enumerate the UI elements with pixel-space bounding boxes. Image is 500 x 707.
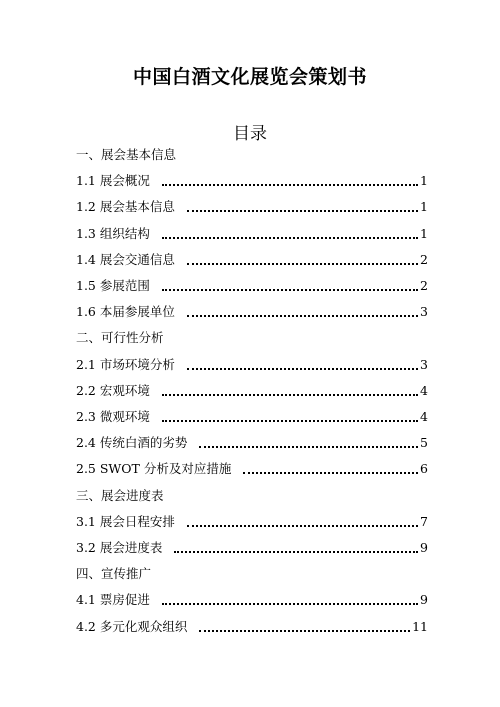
toc-section <box>76 146 376 164</box>
toc-label: 2.5 SWOT 分析及对应措施 <box>76 461 232 476</box>
toc-heading: 目录 <box>233 124 267 144</box>
dot-leader <box>187 312 418 317</box>
toc-entry[interactable] <box>76 618 428 636</box>
dot-leader <box>199 627 410 632</box>
dot-leader <box>162 391 418 396</box>
toc-entry[interactable] <box>76 382 428 400</box>
toc-label: 2.1 市场环境分析 <box>76 357 175 372</box>
dot-leader <box>187 365 418 370</box>
toc-section <box>76 565 376 583</box>
toc-label: 二、可行性分析 <box>76 330 164 345</box>
toc-page-number: 9 <box>420 540 428 555</box>
toc-page-number: 5 <box>420 435 428 450</box>
toc-label: 1.2 展会基本信息 <box>76 199 175 214</box>
dot-leader <box>162 600 418 605</box>
toc-label: 一、展会基本信息 <box>76 147 177 162</box>
toc-page-number: 2 <box>420 252 428 267</box>
toc-page-number: 1 <box>420 199 428 214</box>
dot-leader <box>162 417 418 422</box>
toc-label: 1.5 参展范围 <box>76 278 150 293</box>
toc-page-number: 3 <box>420 357 428 372</box>
toc-entry[interactable] <box>76 198 428 216</box>
toc-page-number: 2 <box>420 278 428 293</box>
dot-leader <box>243 469 418 474</box>
toc-label: 1.1 展会概况 <box>76 173 150 188</box>
toc-entry[interactable] <box>76 513 428 531</box>
toc-page-number: 1 <box>420 226 428 241</box>
toc-label: 1.4 展会交通信息 <box>76 252 175 267</box>
dot-leader <box>199 443 418 448</box>
dot-leader <box>162 181 418 186</box>
toc-page-number: 4 <box>420 383 428 398</box>
toc-page-number: 3 <box>420 304 428 319</box>
toc-label: 2.2 宏观环境 <box>76 383 150 398</box>
toc-label: 3.2 展会进度表 <box>76 540 163 555</box>
toc-page-number: 9 <box>420 592 428 607</box>
toc-section <box>76 487 376 505</box>
toc-label: 四、宣传推广 <box>76 566 152 581</box>
toc-page-number: 4 <box>420 409 428 424</box>
dot-leader <box>174 548 418 553</box>
toc-label: 1.3 组织结构 <box>76 226 150 241</box>
toc-label: 三、展会进度表 <box>76 488 164 503</box>
toc-entry[interactable] <box>76 434 428 452</box>
toc-label: 1.6 本届参展单位 <box>76 304 175 319</box>
toc-page-number: 11 <box>412 619 428 634</box>
toc-label: 2.3 微观环境 <box>76 409 150 424</box>
toc-page-number: 1 <box>420 173 428 188</box>
dot-leader <box>187 260 418 265</box>
dot-leader <box>187 207 418 212</box>
dot-leader <box>187 522 418 527</box>
toc-entry[interactable] <box>76 303 428 321</box>
toc-entry[interactable] <box>76 225 428 243</box>
toc-entry[interactable] <box>76 539 428 557</box>
toc-label: 4.2 多元化观众组织 <box>76 619 188 634</box>
toc-entry[interactable] <box>76 591 428 609</box>
toc-entry[interactable] <box>76 460 428 478</box>
toc-label: 4.1 票房促进 <box>76 592 150 607</box>
toc-entry[interactable] <box>76 356 428 374</box>
toc-entry[interactable] <box>76 172 428 190</box>
toc-entry[interactable] <box>76 251 428 269</box>
toc-page-number: 7 <box>420 514 428 529</box>
toc-label: 3.1 展会日程安排 <box>76 514 175 529</box>
toc-label: 2.4 传统白酒的劣势 <box>76 435 188 450</box>
document-title: 中国白酒文化展览会策划书 <box>132 66 367 88</box>
toc-section <box>76 329 376 347</box>
toc-entry[interactable] <box>76 408 428 426</box>
toc-page-number: 6 <box>420 461 428 476</box>
toc-entry[interactable] <box>76 277 428 295</box>
dot-leader <box>162 286 418 291</box>
dot-leader <box>162 234 418 239</box>
